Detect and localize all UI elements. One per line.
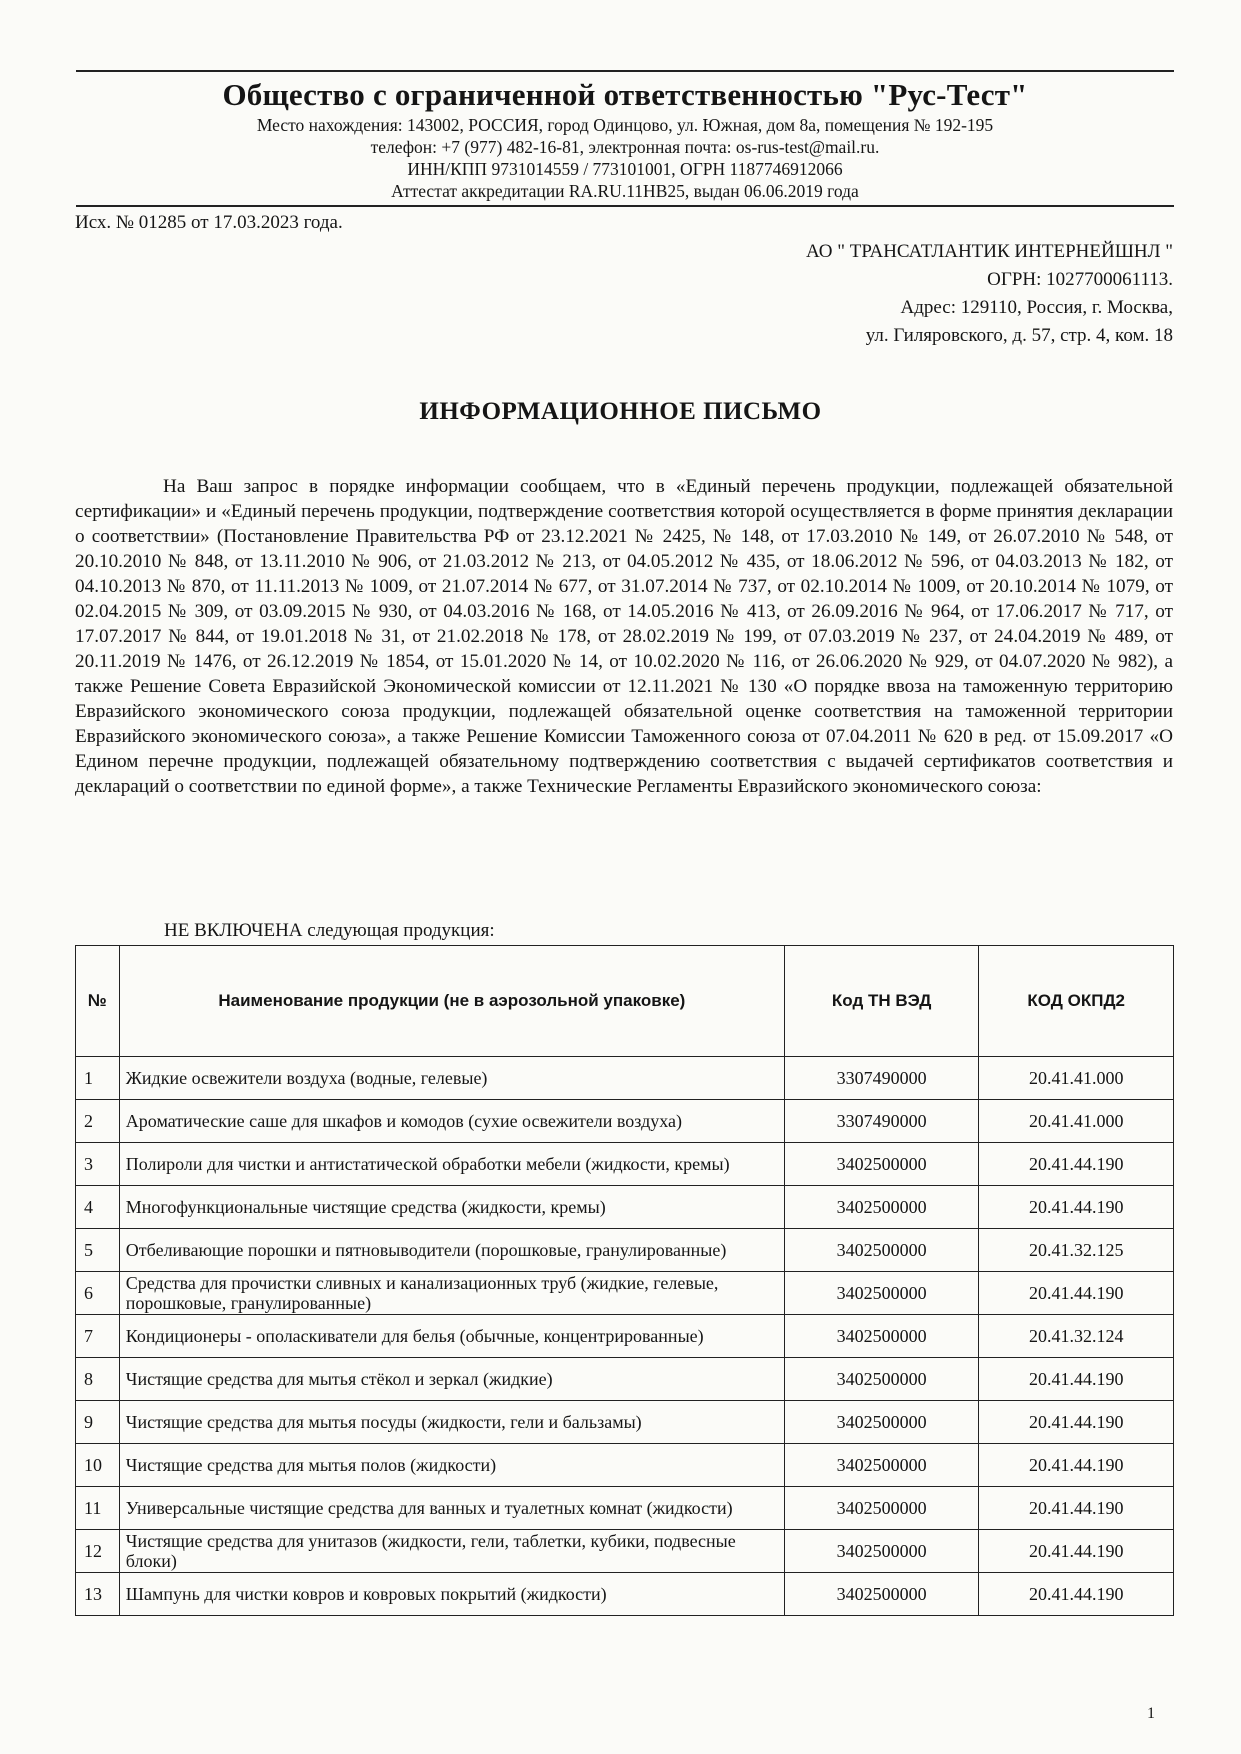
row-code: 3402500000: [784, 1573, 979, 1616]
header-num: №: [76, 946, 120, 1057]
row-okpd: 20.41.32.125: [979, 1229, 1174, 1272]
row-code: 3402500000: [784, 1401, 979, 1444]
row-name: Отбеливающие порошки и пятновыводители (порошковые, гранулированные): [119, 1229, 784, 1272]
table-row: [76, 1186, 1174, 1229]
document-title: ИНФОРМАЦИОННОЕ ПИСЬМО: [419, 398, 822, 425]
table-row: [76, 1530, 1174, 1573]
table-row: [76, 1401, 1174, 1444]
organization-contacts: телефон: +7 (977) 482-16-81, электронная почта: os-rus-test@mail.ru.: [370, 137, 880, 157]
row-num: 5: [76, 1229, 120, 1272]
row-code: 3402500000: [784, 1186, 979, 1229]
row-num: 10: [76, 1444, 120, 1487]
row-code: 3307490000: [784, 1057, 979, 1100]
row-okpd: 20.41.32.124: [979, 1315, 1174, 1358]
table-row: [76, 1358, 1174, 1401]
row-code: 3402500000: [784, 1487, 979, 1530]
row-okpd: 20.41.41.000: [979, 1100, 1174, 1143]
outgoing-number: Исх. № 01285 от 17.03.2023 года.: [75, 212, 343, 233]
table-row: [76, 1315, 1174, 1358]
row-code: 3402500000: [784, 1444, 979, 1487]
row-name: Чистящие средства для мытья посуды (жидкости, гели и бальзамы): [119, 1401, 784, 1444]
table-row: [76, 1100, 1174, 1143]
letterhead: [76, 70, 1174, 207]
row-name: Чистящие средства для мытья полов (жидкости): [119, 1444, 784, 1487]
organization-address: Место нахождения: 143002, РОССИЯ, город Одинцово, ул. Южная, дом 8а, помещения № 192-195: [256, 115, 994, 135]
row-name: Средства для прочистки сливных и канализационных труб (жидкие, гелевые, порошковые, гранулированные): [119, 1272, 784, 1315]
row-num: 11: [76, 1487, 120, 1530]
organization-ids: ИНН/КПП 9731014559 / 773101001, ОГРН 1187746912066: [407, 159, 843, 179]
row-okpd: 20.41.44.190: [979, 1530, 1174, 1573]
page-number: 1: [1147, 1705, 1155, 1722]
table-row: [76, 1143, 1174, 1186]
row-okpd: 20.41.44.190: [979, 1573, 1174, 1616]
row-code: 3307490000: [784, 1100, 979, 1143]
table-row: [76, 1229, 1174, 1272]
row-name: Полироли для чистки и антистатической обработки мебели (жидкости, кремы): [119, 1143, 784, 1186]
row-okpd: 20.41.44.190: [979, 1272, 1174, 1315]
row-okpd: 20.41.44.190: [979, 1143, 1174, 1186]
organization-accreditation: Аттестат аккредитации RA.RU.11НВ25, выдан 06.06.2019 года: [391, 181, 859, 201]
table-row: [76, 1057, 1174, 1100]
row-num: 7: [76, 1315, 120, 1358]
row-num: 6: [76, 1272, 120, 1315]
row-name: Шампунь для чистки ковров и ковровых покрытий (жидкости): [119, 1573, 784, 1616]
row-okpd: 20.41.41.000: [979, 1057, 1174, 1100]
row-code: 3402500000: [784, 1143, 979, 1186]
organization-name: Общество с ограниченной ответственностью "Рус-Тест": [222, 77, 1028, 112]
row-okpd: 20.41.44.190: [979, 1444, 1174, 1487]
recipient-address-line-2: ул. Гиляровского, д. 57, стр. 4, ком. 18: [865, 325, 1173, 346]
row-num: 9: [76, 1401, 120, 1444]
row-code: 3402500000: [784, 1358, 979, 1401]
recipient-name: АО " ТРАНСАТЛАНТИК ИНТЕРНЕЙШНЛ ": [805, 241, 1173, 262]
row-code: 3402500000: [784, 1229, 979, 1272]
row-name: Многофункциональные чистящие средства (жидкости, кремы): [119, 1186, 784, 1229]
row-okpd: 20.41.44.190: [979, 1401, 1174, 1444]
row-num: 3: [76, 1143, 120, 1186]
row-code: 3402500000: [784, 1530, 979, 1573]
products-table: [75, 945, 1174, 1616]
row-name: Универсальные чистящие средства для ванных и туалетных комнат (жидкости): [119, 1487, 784, 1530]
table-row: [76, 1272, 1174, 1315]
row-num: 1: [76, 1057, 120, 1100]
header-name: Наименование продукции (не в аэрозольной упаковке): [119, 946, 784, 1057]
table-row: [76, 1487, 1174, 1530]
row-num: 4: [76, 1186, 120, 1229]
body-paragraph: На Ваш запрос в порядке информации сообщаем, что в «Единый перечень продукции, подлежащей обязательной сертификации» и «Единый перечень продукции, подтверждение соответствия которой осуществляется в форме принятия декларации о соответствии» (Постановление Правительства РФ от 23.12.2021 № 2425, № 148, от 17.03.2010 № 149, от 26.07.2010 № 548, от 20.10.2010 № 848, от 13.11.2010 № 906, от 21.03.2012 № 213, от 04.05.2012 № 435, от 18.06.2012 № 596, от 04.03.2013 № 182, от 04.10.2013 № 870, от 11.11.2013 № 1009, от 21.07.2014 № 677, от 31.07.2014 № 737, от 02.10.2014 № 1009, от 20.10.2014 № 1079, от 02.04.2015 № 309, от 03.09.2015 № 930, от 04.03.2016 № 168, от 14.05.2016 № 413, от 26.09.2016 № 964, от 17.06.2017 № 717, от 17.07.2017 № 844, от 19.01.2018 № 31, от 21.02.2018 № 178, от 28.02.2019 № 199, от 07.03.2019 № 237, от 24.04.2019 № 489, от 20.11.2019 № 1476, от 26.12.2019 № 1854, от 15.01.2020 № 14, от 10.02.2020 № 116, от 26.06.2020 № 929, от 04.07.2020 № 982), а также Решение Совета Евразийской Экономической комиссии от 12.11.2021 № 130 «О порядке ввоза на таможенную территорию Евразийского экономического союза продукции, подлежащей обязательной оценке соответствия на таможенной территории Евразийского экономического союза», а также Решение Комиссии Таможенного союза от 07.04.2011 № 620 в ред. от 15.09.2017 «О Едином перечне продукции, подлежащей обязательному подтверждению соответствия с выдачей сертификатов соответствия и деклараций о соответствии по единой форме», а также Технические Регламенты Евразийского экономического союза:: [75, 476, 1173, 797]
table-row: [76, 1573, 1174, 1616]
row-code: 3402500000: [784, 1272, 979, 1315]
row-name: Чистящие средства для унитазов (жидкости, гели, таблетки, кубики, подвесные блоки): [119, 1530, 784, 1573]
row-num: 8: [76, 1358, 120, 1401]
row-okpd: 20.41.44.190: [979, 1487, 1174, 1530]
row-name: Ароматические саше для шкафов и комодов (сухие освежители воздуха): [119, 1100, 784, 1143]
row-num: 12: [76, 1530, 120, 1573]
row-name: Кондиционеры - ополаскиватели для белья (обычные, концентрированные): [119, 1315, 784, 1358]
row-name: Жидкие освежители воздуха (водные, гелевые): [119, 1057, 784, 1100]
table-row: [76, 1444, 1174, 1487]
header-okpd: КОД ОКПД2: [979, 946, 1174, 1057]
row-name: Чистящие средства для мытья стёкол и зеркал (жидкие): [119, 1358, 784, 1401]
header-code: Код ТН ВЭД: [784, 946, 979, 1057]
row-okpd: 20.41.44.190: [979, 1358, 1174, 1401]
row-num: 13: [76, 1573, 120, 1616]
recipient-address-line-1: Адрес: 129110, Россия, г. Москва,: [900, 297, 1173, 318]
row-num: 2: [76, 1100, 120, 1143]
recipient-block: [806, 238, 1173, 350]
table-header-row: [76, 946, 1174, 1057]
excluded-products-label: НЕ ВКЛЮЧЕНА следующая продукция:: [164, 920, 495, 941]
row-code: 3402500000: [784, 1315, 979, 1358]
recipient-ogrn: ОГРН: 1027700061113.: [987, 269, 1173, 290]
row-okpd: 20.41.44.190: [979, 1186, 1174, 1229]
